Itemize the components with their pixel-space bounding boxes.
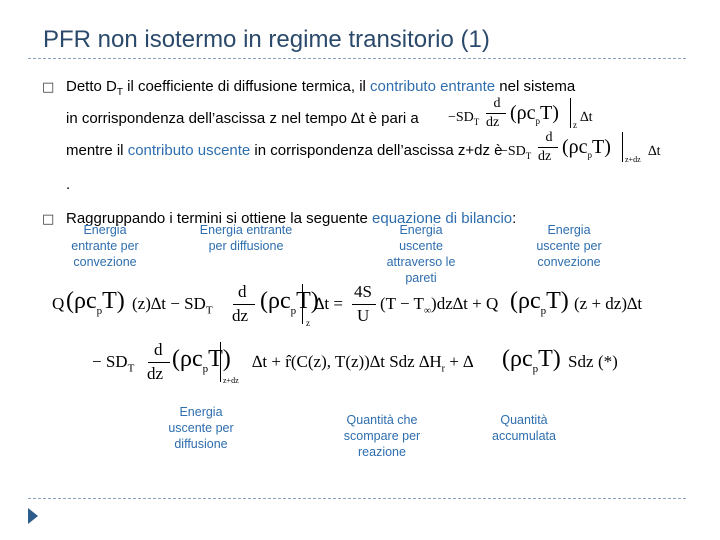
slide: PFR non isotermo in regime transitorio (1) □ Detto $D_T$ il coefficiente di diffusione termica, il contributo entrante nel sistema in corrispondenza dell’ascissa z nel tempo ∆t è pari a $-SD_T$ d dz $(\rho c_pT)$ z ∆t mentre il contributo uscente in corrispondenza dell’ascissa z+dz è $-SD_T$ d dz $(\rho c_pT)$ z+dz ∆t . □ Raggruppando i termini si ottiene la seguente equazione di bilancio: Energia entrante per convezione Energia entrante per diffusione Energia uscente attraverso le pareti Energia uscente per convezione Q $(\rho c_pT)$ $(z)\Delta t - SD_T$ d dz $(\rho c_pT)$ z ∆t = 4S U $(T - T_\infty)dz\Delta t + Q$ $(\rho c_pT)$ (z + dz)∆t − $SD_T$ d dz $(\rho c_pT)$ z+dz ∆t + r̂(C(z), T(z))∆t Sdz $\Delta H_r$ + ∆ $(\rho c_pT)$ Sdz (*) Energia uscente per diffusione Quantità che scompare per reazione Quantità accumulata	[0, 0, 720, 540]
bullet-icon: □	[42, 80, 55, 95]
slide-title: PFR non isotermo in regime transitorio (1)	[43, 26, 490, 53]
label-energy-out-convection: Energia uscente per convezione	[536, 223, 602, 269]
equation-tag: (*)	[598, 352, 618, 371]
next-slide-arrow-icon[interactable]	[28, 508, 38, 524]
label-accumulation: Quantità accumulata	[492, 413, 556, 443]
paragraph-1-period: .	[66, 176, 71, 193]
paragraph-1-line-1: Detto $D_T$ il coefficiente di diffusione termica, il contributo entrante nel sistema	[66, 78, 576, 98]
balance-equation-line-1: Q $(\rho c_pT)$ $(z)\Delta t - SD_T$ d dz $(\rho c_pT)$ z ∆t = 4S U $(T - T_\infty)dz\Delta t + Q$ $(\rho c_pT)$ (z + dz)∆t	[52, 282, 643, 328]
label-reaction-consumption: Quantità che scompare per reazione	[343, 413, 421, 459]
title-divider	[28, 58, 686, 59]
paragraph-1-line-3: mentre il contributo uscente in corrispondenza dell’ascissa z+dz è	[66, 142, 503, 159]
label-energy-out-diffusion: Energia uscente per diffusione	[168, 405, 234, 451]
paragraph-1-line-2: in corrispondenza dell’ascissa z nel tempo ∆t è pari a	[66, 110, 419, 127]
label-energy-in-convection: Energia entrante per convezione	[71, 223, 139, 269]
paragraph-2: Raggruppando i termini si ottiene la seguente equazione di bilancio:	[66, 210, 517, 227]
bullet-icon: □	[42, 212, 55, 227]
footer-divider	[28, 498, 686, 499]
label-energy-in-diffusion: Energia entrante per diffusione	[199, 223, 293, 253]
balance-equation-line-2: − $SD_T$ d dz $(\rho c_pT)$ z+dz ∆t + r̂(C(z), T(z))∆t Sdz $\Delta H_r$ + ∆ $(\rho c_pT)$ Sdz	[92, 340, 594, 385]
label-energy-out-walls: Energia uscente attraverso le pareti	[386, 223, 456, 285]
